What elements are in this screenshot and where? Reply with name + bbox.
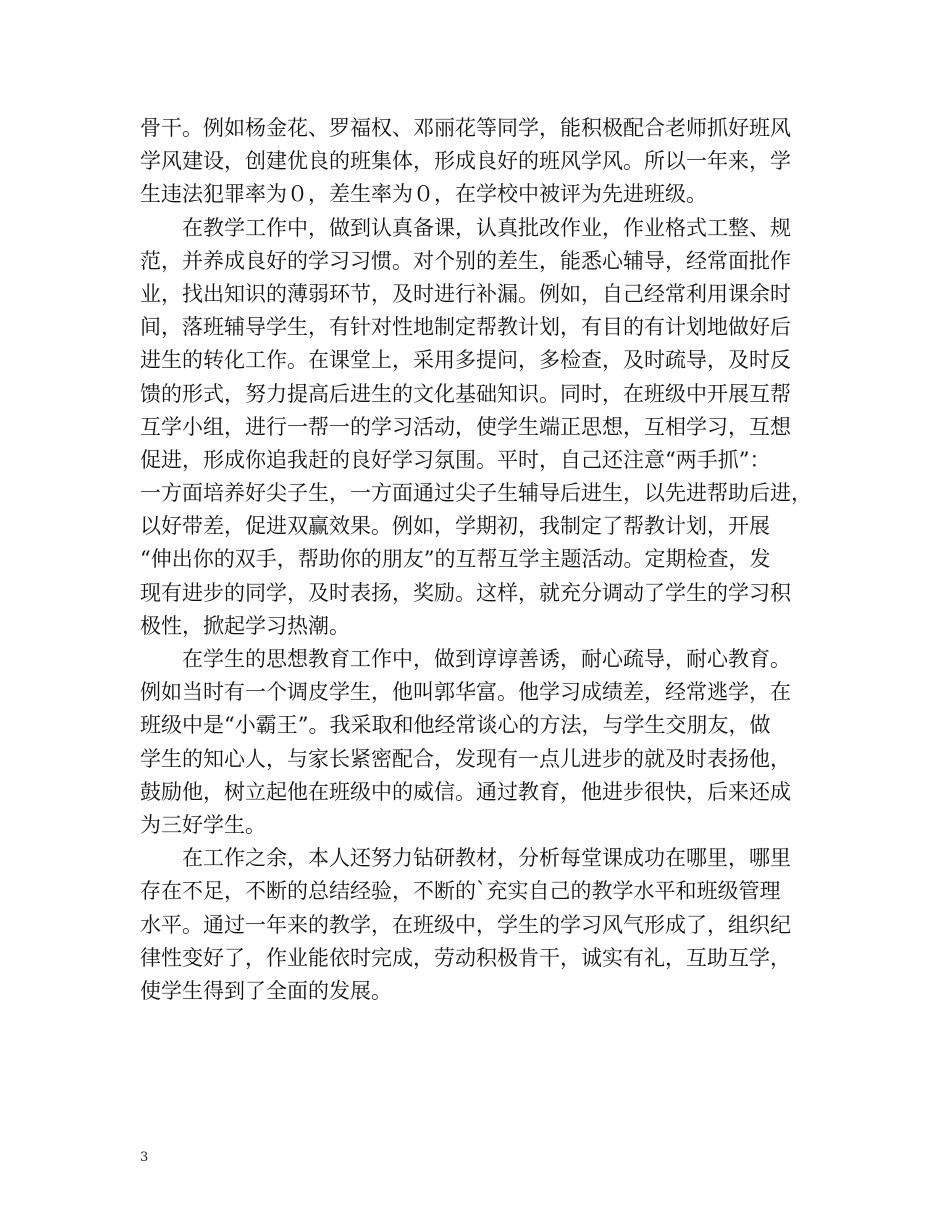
text-line: 生违法犯罪率为０，差生率为０，在学校中被评为先进班级。 xyxy=(140,182,707,207)
text-line: 存在不足，不断的总结经验，不断的`充实自己的教学水平和班级管理 xyxy=(140,879,781,904)
text-line: 班级中是“小霸王”。我采取和他经常谈心的方法，与学生交朋友，做 xyxy=(140,713,771,738)
paragraph-4 xyxy=(140,842,830,1008)
text-line: 鼓励他，树立起他在班级中的威信。通过教育，他进步很快，后来还成 xyxy=(140,779,791,804)
paragraph-3 xyxy=(140,643,830,842)
text-line: 进生的转化工作。在课堂上，采用多提问，多检查，及时疏导，及时反 xyxy=(140,348,791,373)
paragraph-1 xyxy=(140,112,830,212)
text-line: 促进，形成你追我赶的良好学习氛围。平时，自己还注意“两手抓”： xyxy=(140,447,771,472)
text-line: 一方面培养好尖子生，一方面通过尖子生辅导后进生，以先进帮助后进， xyxy=(140,481,812,506)
text-line: 业，找出知识的薄弱环节，及时进行补漏。例如，自己经常利用课余时 xyxy=(140,281,791,306)
text-line: 间，落班辅导学生，有针对性地制定帮教计划，有目的有计划地做好后 xyxy=(140,315,791,340)
text-line: 为三好学生。 xyxy=(140,812,266,837)
text-line: 在教学工作中，做到认真备课，认真批改作业，作业格式工整、规 xyxy=(140,215,791,240)
text-line: 现有进步的同学，及时表扬，奖励。这样，就充分调动了学生的学习积 xyxy=(140,580,791,605)
text-line: 互学小组，进行一帮一的学习活动，使学生端正思想，互相学习，互想 xyxy=(140,414,791,439)
paragraph-2 xyxy=(140,212,830,643)
text-line: “伸出你的双手，帮助你的朋友”的互帮互学主题活动。定期检查，发 xyxy=(140,547,771,572)
page-number: 3 xyxy=(140,1150,149,1165)
text-line: 学风建设，创建优良的班集体，形成良好的班风学风。所以一年来，学 xyxy=(140,149,791,174)
text-line: 水平。通过一年来的教学，在班级中，学生的学习风气形成了，组织纪 xyxy=(140,912,791,937)
text-line: 例如当时有一个调皮学生，他叫郭华富。他学习成绩差，经常逃学，在 xyxy=(140,680,791,705)
text-line: 馈的形式，努力提高后进生的文化基础知识。同时，在班级中开展互帮 xyxy=(140,381,791,406)
body-text xyxy=(140,112,830,1008)
text-line: 在学生的思想教育工作中，做到谆谆善诱，耐心疏导，耐心教育。 xyxy=(140,647,791,671)
text-line: 律性变好了，作业能依时完成，劳动积极肯干，诚实有礼，互助互学， xyxy=(140,945,791,970)
text-line: 极性，掀起学习热潮。 xyxy=(140,613,350,638)
text-line: 范，并养成良好的学习习惯。对个别的差生，能悉心辅导，经常面批作 xyxy=(140,248,791,273)
text-line: 在工作之余，本人还努力钻研教材，分析每堂课成功在哪里，哪里 xyxy=(140,846,791,871)
text-line: 学生的知心人，与家长紧密配合，发现有一点儿进步的就及时表扬他， xyxy=(140,746,791,771)
text-line: 骨干。例如杨金花、罗福权、邓丽花等同学，能积极配合老师抓好班风 xyxy=(140,116,791,140)
text-line: 以好带差，促进双赢效果。例如，学期初，我制定了帮教计划，开展 xyxy=(140,514,770,539)
text-line: 使学生得到了全面的发展。 xyxy=(140,978,392,1003)
